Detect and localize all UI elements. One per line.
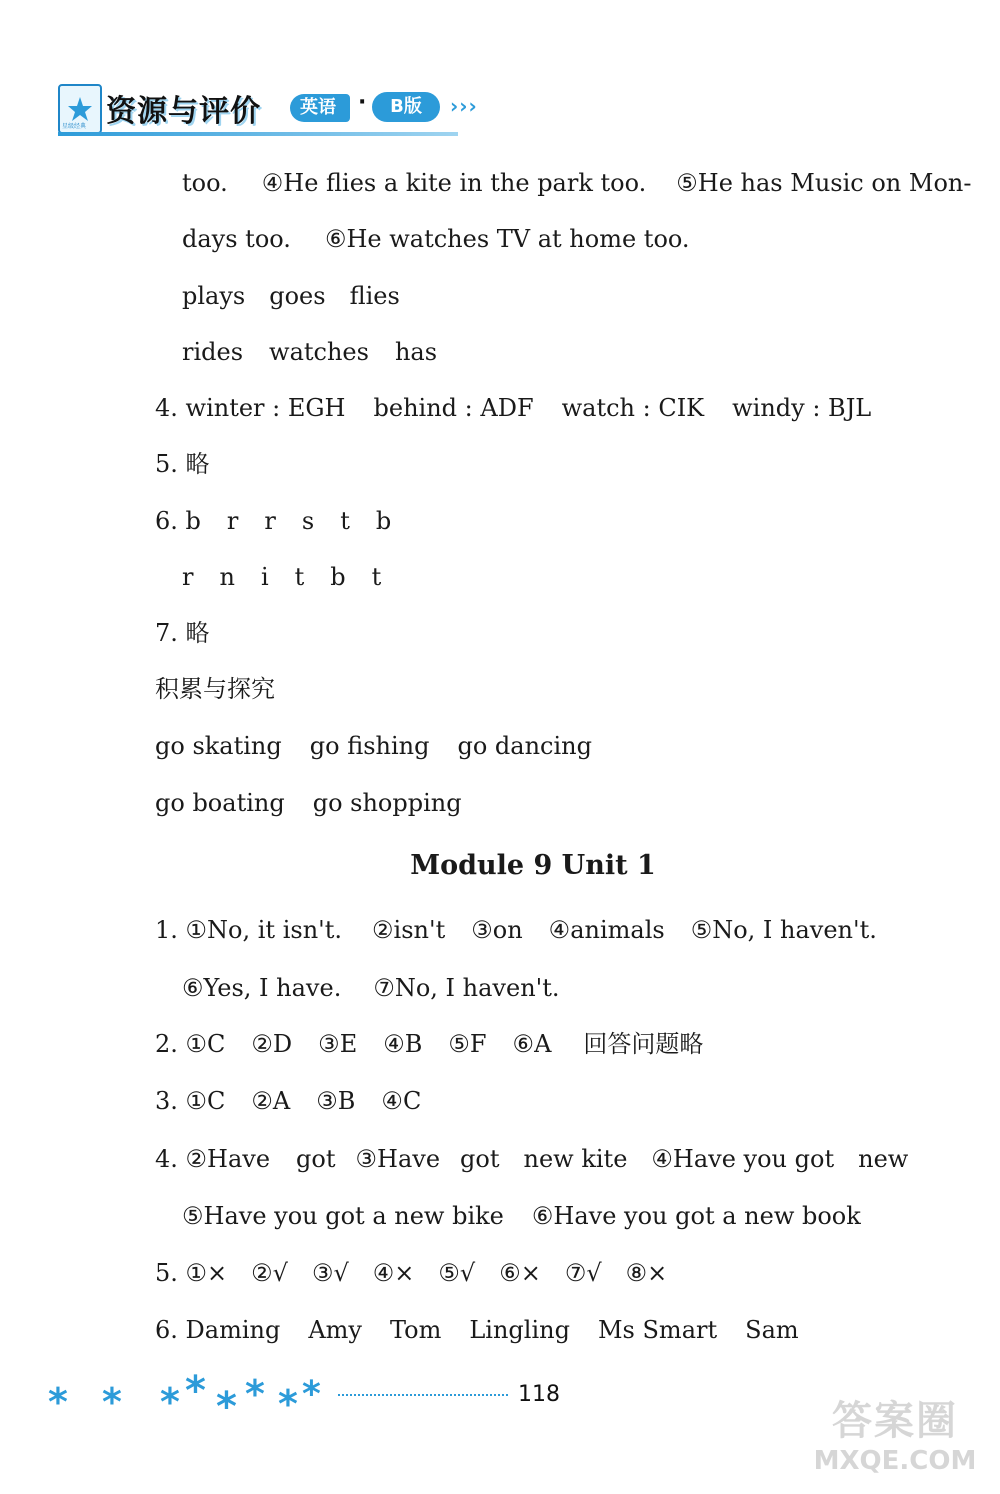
answer-text: b [375, 507, 392, 535]
answer-text: ⑤He has Music on Mon- [676, 169, 972, 197]
answer-text: got [460, 1145, 500, 1173]
answer-line [155, 731, 592, 761]
answer-text: 积累与探究 [155, 675, 275, 703]
answer-text: ④He flies a kite in the park too. [261, 169, 647, 197]
answer-text: windy : BJL [732, 394, 872, 422]
edition-badge: B版 [372, 92, 440, 122]
logo-label: 星级经典 [62, 123, 87, 130]
answer-text: ⑥× [499, 1259, 541, 1287]
star-icon: * [185, 1368, 206, 1414]
answer-text: plays [182, 282, 246, 310]
answer-text: ⑥He watches TV at home too. [324, 225, 690, 253]
answer-line [155, 1144, 908, 1174]
star-icon: * [160, 1380, 180, 1424]
answer-text: Tom [390, 1316, 442, 1344]
answer-line [155, 1029, 703, 1059]
star-icon: * [278, 1382, 298, 1426]
star-icon: * [302, 1374, 321, 1415]
star-icon: * [216, 1384, 237, 1430]
module-title: Module 9 Unit 1 [410, 850, 656, 881]
answer-text: ④C [381, 1087, 422, 1115]
subject-badge: 英语 [290, 94, 350, 122]
answer-text: ③√ [311, 1259, 349, 1287]
answer-text: new kite [523, 1145, 628, 1173]
answer-text: flies [349, 282, 400, 310]
answer-line [182, 281, 400, 311]
answer-text: behind : ADF [373, 394, 534, 422]
answer-text: ⑤F [448, 1030, 487, 1058]
answer-text: rides [182, 338, 244, 366]
answer-text: ⑤No, I haven't. [690, 916, 877, 944]
answer-text: 2. ①C [155, 1030, 226, 1058]
star-icon: * [245, 1372, 265, 1416]
watermark [800, 1396, 990, 1486]
answer-line [182, 973, 560, 1003]
answer-text: s [301, 507, 315, 535]
answer-text: ③on [471, 916, 523, 944]
star-icon: * [48, 1380, 68, 1424]
answer-text: new [858, 1145, 909, 1173]
answer-line [155, 1315, 799, 1345]
answer-text: b [330, 563, 346, 591]
answer-text: ⑥Have you got a new book [531, 1202, 861, 1230]
answer-text: 6. b [155, 507, 201, 535]
answer-text: 5. 略 [155, 450, 210, 478]
answer-text: 3. ①C [155, 1087, 226, 1115]
answer-text: 4. winter : EGH [155, 394, 346, 422]
title-separator: · [358, 90, 367, 115]
answer-text: 回答问题略 [583, 1030, 704, 1058]
answer-text: r [182, 563, 194, 591]
answer-text: t [294, 563, 305, 591]
answer-text: goes [269, 282, 326, 310]
answer-text: ⑧× [625, 1259, 668, 1287]
answer-text: ⑥A [512, 1030, 552, 1058]
answer-text: 7. 略 [155, 619, 210, 647]
star-icon: * [102, 1380, 122, 1424]
answer-text: go skating [155, 732, 282, 760]
answer-text: ④B [383, 1030, 423, 1058]
answer-text: got [296, 1145, 336, 1173]
answer-text: go boating [155, 789, 285, 817]
answer-text: r [226, 507, 239, 535]
answer-text: watch : CIK [561, 394, 705, 422]
answer-text: r [264, 507, 276, 535]
answer-text: ②A [251, 1087, 291, 1115]
answer-text: ⑦√ [564, 1259, 602, 1287]
answer-text: ④animals [548, 916, 665, 944]
answer-line [155, 1086, 421, 1116]
answer-text: ⑥Yes, I have. [182, 974, 342, 1002]
answer-text: Amy [308, 1316, 362, 1344]
answer-text: t [371, 563, 382, 591]
answer-text: Sam [745, 1316, 799, 1344]
book-title: 资源与评价 [106, 94, 261, 129]
answer-text: ④× [372, 1259, 415, 1287]
chevron-right-icon: ››› [450, 94, 478, 118]
answer-text: Lingling [469, 1316, 570, 1344]
answer-text: ④Have you got [651, 1145, 835, 1173]
answer-line [155, 618, 210, 648]
page-number: 118 [518, 1382, 560, 1407]
answer-text: ③Have [355, 1145, 441, 1173]
answer-text: too. [182, 169, 228, 197]
answer-text: ⑤√ [438, 1259, 476, 1287]
answer-line [155, 1258, 667, 1288]
answer-line [182, 168, 971, 198]
page-footer [40, 1368, 580, 1432]
watermark-logo-text: 答案圈 [832, 1398, 958, 1444]
answer-line [155, 449, 210, 479]
answer-text: has [394, 338, 438, 366]
answer-text: 6. Daming [155, 1316, 281, 1344]
answer-text: ③E [318, 1030, 358, 1058]
answer-text: ②isn't [372, 916, 446, 944]
answer-line [155, 915, 877, 945]
section-heading [155, 674, 275, 704]
answer-line [182, 562, 381, 592]
answer-line [182, 337, 437, 367]
answer-line [182, 224, 690, 254]
answer-text: i [260, 563, 269, 591]
answer-text: t [340, 507, 350, 535]
answer-text: 5. ①× [155, 1259, 228, 1287]
answer-text: Ms Smart [597, 1316, 718, 1344]
answer-text: watches [269, 338, 369, 366]
answer-text: ③B [316, 1087, 356, 1115]
dotted-leader [338, 1394, 508, 1396]
answer-text: go fishing [309, 732, 430, 760]
answer-line [182, 1201, 861, 1231]
answer-text: go dancing [457, 732, 592, 760]
answer-text: 4. ②Have [155, 1145, 271, 1173]
answer-line [155, 788, 462, 818]
answer-text: ②D [251, 1030, 293, 1058]
answer-text: ⑦No, I haven't. [373, 974, 560, 1002]
answer-text: n [219, 563, 235, 591]
answer-text: 1. ①No, it isn't. [155, 916, 343, 944]
answer-text: ⑤Have you got a new bike [182, 1202, 504, 1230]
answer-line [155, 393, 871, 423]
answer-line [155, 506, 391, 536]
answer-text: days too. [182, 225, 291, 253]
answer-text: ②√ [251, 1259, 288, 1287]
watermark-url: MXQE.COM [813, 1446, 977, 1476]
answer-text: go shopping [312, 789, 462, 817]
